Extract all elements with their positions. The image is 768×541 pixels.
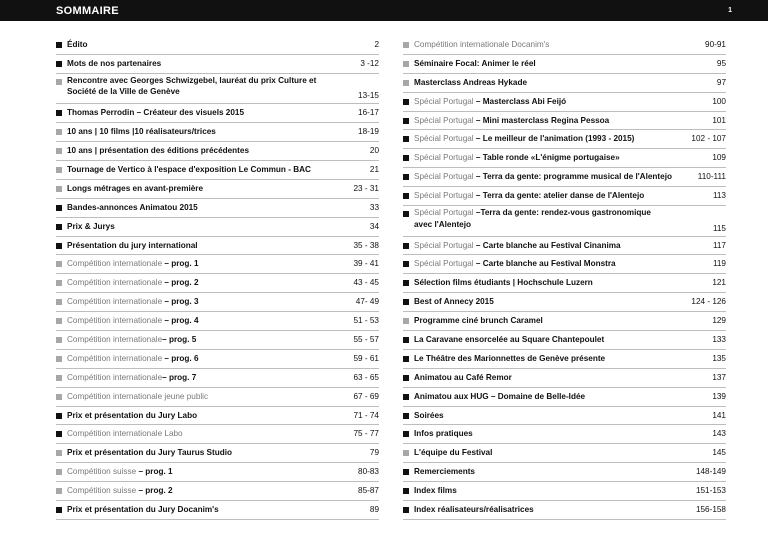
- toc-entry[interactable]: [403, 36, 726, 55]
- toc-entry-section: Compétition suisse: [67, 467, 137, 477]
- bullet-square-icon: [403, 42, 409, 48]
- toc-entry-section: Compétition internationale Docanim's: [414, 40, 550, 49]
- toc-entry-heading: – prog. 5: [162, 334, 197, 344]
- bullet-square-icon: [56, 243, 62, 249]
- bullet-square-icon: [56, 129, 62, 135]
- toc-entry-heading: – Mini masterclass Regina Pessoa: [473, 115, 610, 125]
- toc-entry-title: [67, 315, 321, 326]
- toc-entry[interactable]: [403, 168, 726, 187]
- toc-entry-pages: 110-111: [697, 172, 726, 182]
- toc-entry-heading: Prix & Jurys: [67, 221, 115, 231]
- toc-entry-pages: 101: [712, 115, 726, 125]
- toc-entry-title: [67, 258, 321, 269]
- toc-entry-section: Spécial Portugal: [414, 115, 474, 125]
- toc-entry-section: Spécial Portugal: [414, 240, 474, 250]
- toc-entry-heading: La Caravane ensorcelée au Square Chantepoulet: [414, 334, 605, 344]
- toc-entry[interactable]: [56, 237, 379, 256]
- toc-entry-title: [414, 334, 668, 345]
- toc-entry-section: Spécial Portugal: [414, 259, 474, 269]
- toc-entry-heading: Mots de nos partenaires: [67, 58, 162, 68]
- toc-entry-pages: 145: [712, 448, 726, 458]
- toc-entry-heading: Best of Annecy 2015: [414, 297, 494, 307]
- toc-entry[interactable]: [56, 274, 379, 293]
- toc-entry-section: Compétition internationale: [67, 297, 163, 307]
- bullet-square-icon: [403, 394, 409, 400]
- toc-entry-title: [67, 202, 321, 213]
- toc-entry-heading: – prog. 1: [136, 467, 173, 477]
- toc-entry-section: Compétition internationale: [67, 259, 163, 269]
- toc-entry-heading: Index réalisateurs/réalisatrices: [414, 504, 534, 514]
- toc-entry-pages: 34: [369, 221, 379, 231]
- toc-entry[interactable]: [56, 312, 379, 331]
- toc-entry-heading: Thomas Perrodin – Créateur des visuels 2015: [67, 108, 245, 118]
- toc-entry-heading: – Masterclass Abi Feijó: [473, 96, 567, 106]
- toc-entry-heading: Prix et présentation du Jury Labo: [67, 410, 198, 420]
- toc-entry-heading: – Le meilleur de l'animation (1993 - 2015): [473, 134, 635, 144]
- toc-entry-section: Compétition internationale: [67, 278, 163, 288]
- toc-entry[interactable]: [56, 369, 379, 388]
- toc-entry-heading: – prog. 2: [162, 278, 199, 288]
- toc-entry-heading: – prog. 7: [162, 372, 197, 382]
- toc-entry[interactable]: [56, 501, 379, 520]
- toc-entry[interactable]: [403, 206, 726, 237]
- toc-entry-title: [67, 145, 321, 156]
- toc-entry-title: [414, 96, 668, 107]
- toc-entry-title: [414, 171, 672, 182]
- toc-entry-pages: 90-91: [705, 40, 726, 49]
- toc-entry[interactable]: [403, 130, 726, 149]
- bullet-square-icon: [56, 61, 62, 67]
- toc-entry-heading: Infos pratiques: [414, 429, 473, 439]
- toc-entry[interactable]: [403, 112, 726, 131]
- toc-entry-title: [414, 258, 668, 269]
- toc-entry-title: [414, 410, 668, 421]
- toc-entry-title: [414, 190, 668, 201]
- bullet-square-icon: [56, 488, 62, 494]
- toc-entry[interactable]: [403, 55, 726, 74]
- toc-entry-pages: 35 - 38: [353, 240, 379, 250]
- toc-entry-heading: Édito: [67, 40, 88, 49]
- toc-entry-heading: Animatou au Café Remor: [414, 372, 512, 382]
- bullet-square-icon: [56, 261, 62, 267]
- header-bar: [0, 0, 768, 21]
- toc-entry[interactable]: [403, 255, 726, 274]
- toc-entry-title: [414, 353, 668, 364]
- toc-entry[interactable]: [56, 482, 379, 501]
- toc-entry-section: Compétition suisse: [67, 486, 137, 496]
- bullet-square-icon: [403, 450, 409, 456]
- bullet-square-icon: [56, 337, 62, 343]
- toc-entry[interactable]: [56, 74, 379, 105]
- bullet-square-icon: [56, 356, 62, 362]
- toc-entry-heading: – Table ronde «L'énigme portugaise»: [473, 153, 620, 163]
- bullet-square-icon: [56, 205, 62, 211]
- toc-entry-title: [67, 107, 321, 118]
- toc-entry-title: [414, 152, 668, 163]
- bullet-square-icon: [403, 280, 409, 286]
- toc-entry[interactable]: [403, 369, 726, 388]
- toc-entry-title: [67, 410, 321, 421]
- toc-entry-heading: Masterclass Andreas Hykade: [414, 77, 528, 87]
- toc-entry-pages: 39 - 41: [353, 259, 379, 269]
- toc-entry[interactable]: [56, 55, 379, 74]
- toc-entry[interactable]: [403, 388, 726, 407]
- toc-entry-pages: 23 - 31: [353, 183, 379, 193]
- toc-entry-heading: 10 ans | présentation des éditions précédentes: [67, 146, 250, 156]
- toc-entry-pages: 51 - 53: [353, 316, 379, 326]
- toc-entry-heading: –Terra da gente: rendez-vous gastronomique avec l'Alentejo: [414, 208, 651, 229]
- toc-entry-title: [414, 315, 668, 326]
- toc-entry-pages: 59 - 61: [353, 353, 379, 363]
- toc-entry-title: [67, 277, 321, 288]
- page-title: SOMMAIRE: [56, 5, 119, 17]
- bullet-square-icon: [403, 61, 409, 67]
- toc-entry-pages: 129: [712, 316, 726, 326]
- toc-entry-section: Compétition internationale Labo: [67, 429, 183, 439]
- bullet-square-icon: [403, 337, 409, 343]
- toc-entry-pages: 2: [374, 40, 379, 49]
- toc-entry[interactable]: [56, 255, 379, 274]
- bullet-square-icon: [403, 155, 409, 161]
- toc-entry-title: [67, 447, 321, 458]
- bullet-square-icon: [403, 174, 409, 180]
- bullet-square-icon: [403, 299, 409, 305]
- toc-entry-section: Spécial Portugal: [414, 191, 474, 201]
- toc-entry-title: [67, 221, 321, 232]
- toc-entry-section: Compétition internationale: [67, 334, 163, 344]
- bullet-square-icon: [56, 450, 62, 456]
- toc-entry-pages: 102 - 107: [691, 134, 726, 144]
- bullet-square-icon: [56, 42, 62, 48]
- toc-entry-heading: – Carte blanche au Festival Monstra: [473, 259, 616, 269]
- toc-entry-heading: Longs métrages en avant-première: [67, 183, 204, 193]
- toc-entry-title: [67, 240, 321, 251]
- toc-entry-title: [414, 428, 668, 439]
- bullet-square-icon: [403, 243, 409, 249]
- toc-entry-section: Compétition internationale: [67, 353, 163, 363]
- toc-entry-pages: 121: [712, 278, 726, 288]
- toc-entry-title: [67, 428, 321, 439]
- toc-entry[interactable]: [56, 123, 379, 142]
- toc-entry-pages: 139: [712, 391, 726, 401]
- toc-entry-pages: 135: [712, 353, 726, 363]
- toc-entry-title: [414, 133, 668, 144]
- toc-entry-title: [414, 447, 668, 458]
- toc-entry[interactable]: [403, 93, 726, 112]
- bullet-square-icon: [56, 299, 62, 305]
- bullet-square-icon: [56, 431, 62, 437]
- toc-entry-heading: Rencontre avec Georges Schwizgebel, lauréat du prix Culture et Société de la Ville de Genève: [67, 75, 317, 97]
- toc-entry-pages: 67 - 69: [353, 391, 379, 401]
- toc-entry-pages: 43 - 45: [353, 278, 379, 288]
- toc-entry-pages: 95: [716, 58, 726, 68]
- toc-entry-pages: 137: [712, 372, 726, 382]
- bullet-square-icon: [403, 99, 409, 105]
- toc-entry[interactable]: [56, 463, 379, 482]
- toc-entry[interactable]: [56, 142, 379, 161]
- toc-entry[interactable]: [403, 187, 726, 206]
- toc-entry-pages: 21: [369, 164, 379, 174]
- bullet-square-icon: [403, 488, 409, 494]
- toc-entry[interactable]: [403, 463, 726, 482]
- toc-entry-title: [414, 372, 668, 383]
- toc-entry-heading: – prog. 2: [136, 486, 173, 496]
- toc-entry-heading: Prix et présentation du Jury Docanim's: [67, 504, 219, 514]
- toc-entry-heading: Bandes-annonces Animatou 2015: [67, 202, 198, 212]
- toc-entry-pages: 71 - 74: [353, 410, 379, 420]
- toc-entry-pages: 13-15: [358, 91, 379, 101]
- toc-entry-title: [67, 391, 321, 402]
- toc-entry-pages: 80-83: [358, 467, 379, 477]
- toc-entry-pages: 143: [712, 429, 726, 439]
- toc-entry-heading: Séminaire Focal: Animer le réel: [414, 58, 536, 68]
- toc-entry-title: [414, 39, 668, 50]
- bullet-square-icon: [56, 167, 62, 173]
- toc-entry-heading: – Terra da gente: atelier danse de l'Alentejo: [473, 191, 645, 201]
- toc-entry-pages: 47- 49: [355, 297, 379, 307]
- bullet-square-icon: [56, 186, 62, 192]
- bullet-square-icon: [403, 469, 409, 475]
- toc-entry[interactable]: [56, 293, 379, 312]
- toc-entry-pages: 117: [712, 240, 726, 250]
- toc-entry-title: [414, 207, 668, 230]
- toc-entry-title: [67, 164, 321, 175]
- toc-entry-section: Spécial Portugal: [414, 208, 474, 218]
- bullet-square-icon: [56, 79, 62, 85]
- toc-entry-pages: 156-158: [695, 504, 726, 514]
- toc-entry-heading: Tournage de Vertico à l'espace d'exposition Le Commun - BAC: [67, 164, 311, 174]
- toc-entry-heading: Index films: [414, 486, 457, 496]
- toc-right-column: [403, 36, 726, 520]
- bullet-square-icon: [403, 80, 409, 86]
- toc-entry-title: [67, 372, 321, 383]
- toc-entry[interactable]: [56, 36, 379, 55]
- toc-entry[interactable]: [403, 407, 726, 426]
- toc-entry-pages: 148-149: [695, 467, 726, 477]
- toc-entry-title: [414, 296, 668, 307]
- toc-entry-heading: – prog. 4: [162, 316, 199, 326]
- toc-entry-pages: 33: [369, 202, 379, 212]
- toc-entry-title: [67, 466, 321, 477]
- bullet-square-icon: [56, 394, 62, 400]
- bullet-square-icon: [403, 261, 409, 267]
- toc-entry-pages: 100: [712, 96, 726, 106]
- toc-entry[interactable]: [403, 331, 726, 350]
- toc-entry-heading: – prog. 6: [162, 353, 199, 363]
- toc-entry-title: [414, 277, 668, 288]
- toc-entry-pages: 85-87: [358, 486, 379, 496]
- toc-entry-title: [67, 126, 321, 137]
- toc-entry-section: Compétition internationale: [67, 316, 163, 326]
- toc-entry-heading: Sélection films étudiants | Hochschule Luzern: [414, 278, 593, 288]
- toc-entry-heading: – prog. 1: [162, 259, 199, 269]
- toc-entry-section: Compétition internationale: [67, 372, 163, 382]
- toc-entry-pages: 3 -12: [360, 58, 379, 68]
- toc-entry-title: [414, 485, 668, 496]
- toc-entry-title: [67, 75, 321, 98]
- toc-entry-title: [67, 334, 321, 345]
- toc-entry[interactable]: [403, 274, 726, 293]
- toc-entry-heading: Présentation du jury international: [67, 240, 198, 250]
- toc-entry-title: [67, 58, 321, 69]
- toc-entry-title: [67, 296, 321, 307]
- toc-entry-pages: 97: [716, 77, 726, 87]
- bullet-square-icon: [56, 224, 62, 230]
- toc-entry-title: [67, 183, 321, 194]
- toc-entry-heading: Animatou aux HUG – Domaine de Belle-Idée: [414, 391, 586, 401]
- page-number: 1: [728, 7, 732, 14]
- toc-entry-pages: 124 - 126: [691, 297, 726, 307]
- toc-entry-pages: 18-19: [358, 127, 379, 137]
- toc-entry-title: [414, 240, 668, 251]
- bullet-square-icon: [56, 280, 62, 286]
- toc-entry-section: Spécial Portugal: [414, 172, 474, 182]
- toc-entry-heading: Prix et présentation du Jury Taurus Studio: [67, 448, 232, 458]
- toc-entry[interactable]: [403, 350, 726, 369]
- toc-entry-pages: 151-153: [695, 486, 726, 496]
- toc-entry[interactable]: [403, 149, 726, 168]
- bullet-square-icon: [403, 507, 409, 513]
- toc-entry-heading: L'équipe du Festival: [414, 448, 493, 458]
- toc-entry[interactable]: [56, 444, 379, 463]
- bullet-square-icon: [403, 136, 409, 142]
- toc-entry-pages: 89: [369, 504, 379, 514]
- bullet-square-icon: [56, 318, 62, 324]
- toc-entry-title: [414, 504, 668, 515]
- toc-entry-pages: 133: [712, 334, 726, 344]
- toc-entry-heading: – prog. 3: [162, 297, 199, 307]
- toc-entry[interactable]: [56, 388, 379, 407]
- toc-entry-title: [67, 353, 321, 364]
- toc-entry-pages: 109: [712, 153, 726, 163]
- bullet-square-icon: [403, 375, 409, 381]
- toc-entry-pages: 20: [369, 146, 379, 156]
- toc-entry-title: [67, 504, 321, 515]
- toc-entry-title: [414, 58, 668, 69]
- toc-entry-section: Spécial Portugal: [414, 96, 474, 106]
- bullet-square-icon: [403, 413, 409, 419]
- bullet-square-icon: [56, 507, 62, 513]
- toc-entry-pages: 141: [712, 410, 726, 420]
- toc-entry-section: Spécial Portugal: [414, 134, 474, 144]
- toc-entry-pages: 115: [712, 223, 726, 233]
- toc-entry-section: Spécial Portugal: [414, 153, 474, 163]
- toc-entry-pages: 63 - 65: [353, 372, 379, 382]
- toc-entry-heading: – Terra da gente: programme musical de l'Alentejo: [473, 172, 672, 182]
- toc-entry[interactable]: [403, 312, 726, 331]
- toc-entry-pages: 79: [369, 448, 379, 458]
- toc-entry-heading: 10 ans | 10 films |10 réalisateurs/trices: [67, 127, 216, 137]
- toc-entry[interactable]: [403, 501, 726, 520]
- toc-entry[interactable]: [56, 407, 379, 426]
- toc-entry-heading: Le Théâtre des Marionnettes de Genève présente: [414, 353, 606, 363]
- toc-entry-heading: Soirées: [414, 410, 444, 420]
- toc-entry-pages: 55 - 57: [353, 334, 379, 344]
- toc-entry-pages: 16-17: [358, 108, 379, 118]
- bullet-square-icon: [56, 110, 62, 116]
- bullet-square-icon: [403, 318, 409, 324]
- bullet-square-icon: [403, 193, 409, 199]
- toc-entry-title: [67, 485, 321, 496]
- bullet-square-icon: [56, 469, 62, 475]
- toc-entry-heading: Programme ciné brunch Caramel: [414, 316, 543, 326]
- toc-entry[interactable]: [56, 331, 379, 350]
- toc-entry[interactable]: [403, 237, 726, 256]
- bullet-square-icon: [403, 431, 409, 437]
- toc-entry-heading: – Carte blanche au Festival Cinanima: [473, 240, 621, 250]
- bullet-square-icon: [56, 413, 62, 419]
- toc-entry-heading: Remerciements: [414, 467, 475, 477]
- bullet-square-icon: [56, 375, 62, 381]
- toc-entry-title: [414, 466, 668, 477]
- toc-entry[interactable]: [56, 104, 379, 123]
- toc-entry-title: [414, 77, 668, 88]
- toc-entry[interactable]: [403, 74, 726, 93]
- toc-entry[interactable]: [56, 218, 379, 237]
- toc-entry[interactable]: [403, 482, 726, 501]
- toc-entry-section: Compétition internationale jeune public: [67, 391, 209, 401]
- toc-entry-pages: 75 - 77: [353, 429, 379, 439]
- toc-entry[interactable]: [403, 444, 726, 463]
- toc-entry[interactable]: [403, 293, 726, 312]
- toc-entry-title: [414, 391, 668, 402]
- bullet-square-icon: [403, 211, 409, 217]
- toc-entry[interactable]: [403, 425, 726, 444]
- toc-entry[interactable]: [56, 425, 379, 444]
- bullet-square-icon: [403, 356, 409, 362]
- bullet-square-icon: [56, 148, 62, 154]
- toc-entry[interactable]: [56, 180, 379, 199]
- toc-entry-pages: 119: [712, 259, 726, 269]
- toc-entry-title: [414, 115, 668, 126]
- bullet-square-icon: [403, 118, 409, 124]
- toc-entry[interactable]: [56, 161, 379, 180]
- toc-entry-pages: 113: [712, 191, 726, 201]
- toc-entry[interactable]: [56, 350, 379, 369]
- toc-left-column: [56, 36, 379, 520]
- toc-entry[interactable]: [56, 199, 379, 218]
- toc-entry-title: [67, 39, 321, 50]
